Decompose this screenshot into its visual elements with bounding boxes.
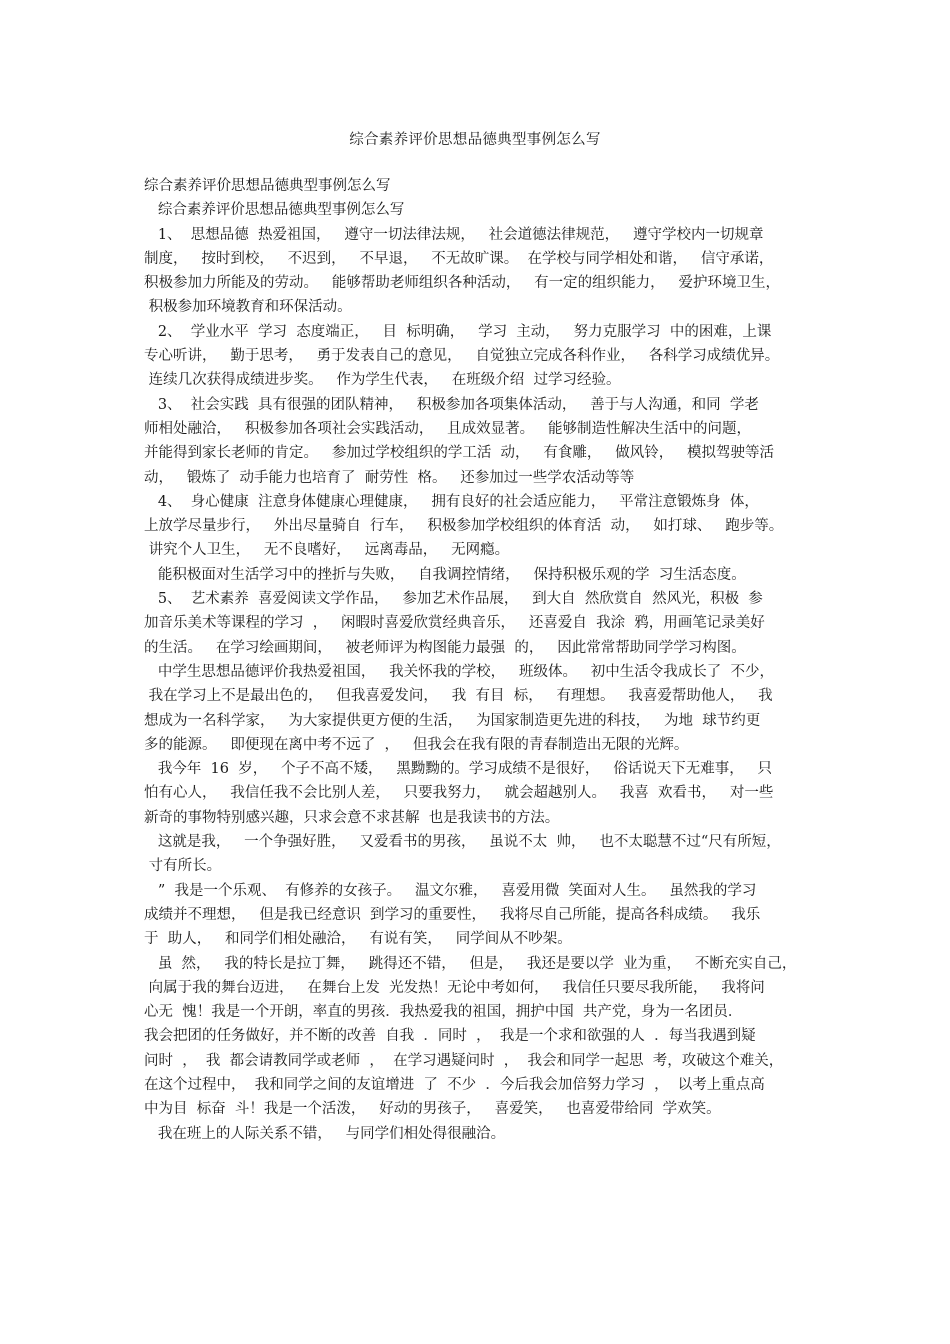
text-line: 中为目 标奋 斗！我是一个活泼， 好动的男孩子， 喜爱笑， 也喜爱带给同 学欢笑。 — [144, 1101, 721, 1118]
text-line: 5、 艺术素养 喜爱阅读文学作品， 参加艺术作品展， 到大自 然欣赏自 然风光，积极 参 — [144, 591, 763, 608]
text-line: 1、 思想品德 热爱祖国， 遵守一切法律法规， 社会道德法律规范， 遵守学校内一切规章 — [144, 226, 764, 243]
text-line: 的生活。 在学习绘画期间， 被老师评为构图能力最强 的， 因此常常帮助同学学习构图。 — [144, 639, 746, 656]
text-line: 于 助人， 和同学们相处融洽， 有说有笑， 同学间从不吵架。 — [144, 931, 572, 948]
document-title: 综合素养评价思想品德典型事例怎么写 — [349, 132, 601, 148]
text-line: 新奇的事物特别感兴趣，只求会意不求甚解 也是我读书的方法。 — [144, 809, 560, 826]
text-line: 能积极面对生活学习中的挫折与失败， 自我调控情绪， 保持积极乐观的学 习生活态度。 — [144, 566, 746, 583]
text-line: 中学生思想品德评价我热爱祖国， 我关怀我的学校， 班级体。 初中生活令我成长了 不少， — [144, 663, 775, 680]
text-line: 虽 然， 我的特长是拉丁舞， 跳得还不错， 但是， 我还是要以学 业为重， 不断充实自己， — [144, 955, 797, 972]
text-line: 上放学尽量步行， 外出尽量骑自 行车， 积极参加学校组织的体育活 动， 如打球、 跑步等。 — [144, 518, 784, 535]
text-line: 制度， 按时到校， 不迟到， 不早退， 不无故旷课。 在学校与同学相处和谐， 信守承诺， — [144, 250, 774, 267]
text-line: 心无 愧！我是一个开朗，率直的男孩．我热爱我的祖国，拥护中国 共产党，身为一名团员． — [144, 1004, 743, 1021]
text-line: 成绩并不理想， 但是我已经意识 到学习的重要性， 我将尽自己所能，提高各科成绩。 我乐 — [144, 906, 761, 923]
text-line: 加音乐美术等课程的学习 ， 闲暇时喜爱欣赏经典音乐， 还喜爱自 我涂 鸦，用画笔记录美好 — [144, 615, 765, 632]
text-line: 向属于我的舞台迈进， 在舞台上发 光发热！无论中考如何， 我信任只要尽我所能， 我将问 — [144, 979, 765, 996]
text-line: 并能得到家长老师的肯定。 参加过学校组织的学工活 动， 有食雕， 做风铃， 模拟驾驶等活 — [144, 445, 775, 462]
text-line: 多的能源。 即便现在离中考不远了 ， 但我会在我有限的青春制造出无限的光辉。 — [144, 736, 689, 753]
text-line: 连续几次获得成绩进步奖。 作为学生代表， 在班级介绍 过学习经验。 — [144, 372, 621, 389]
text-line: 我会把团的任务做好，并不断的改善 自我 ．同时 ， 我是一个求和欲强的人 ．每当我遇到疑 — [144, 1028, 756, 1045]
text-line: ” 我是一个乐观、 有修养的女孩子。 温文尔雅， 喜爱用微 笑面对人生。 虽然我的学习 — [144, 882, 757, 899]
text-line: 3、 社会实践 具有很强的团队精神， 积极参加各项集体活动， 善于与人沟通，和同 学老 — [144, 396, 759, 413]
text-line: 寸有所长。 — [144, 858, 222, 875]
document-body — [144, 174, 824, 1146]
text-line: 问时 ， 我 都会请教同学或老师 ， 在学习遇疑问时 ， 我会和同学一起思 考，攻破这个难关， — [144, 1052, 784, 1069]
text-line: 4、 身心健康 注意身体健康心理健康， 拥有良好的社会适应能力， 平常注意锻炼身 体， — [144, 493, 759, 510]
text-line: 积极参加环境教育和环保活动。 — [144, 299, 352, 316]
text-line: 我今年 16 岁， 个子不高不矮， 黑黝黝的。学习成绩不是很好， 俗话说天下无难事， 只 — [144, 761, 773, 778]
text-line: 动， 锻炼了 动手能力也培育了 耐劳性 格。 还参加过一些学农活动等等 — [144, 469, 635, 486]
text-line: 综合素养评价思想品德典型事例怎么写 — [144, 178, 391, 194]
text-line: 想成为一名科学家， 为大家提供更方便的生活， 为国家制造更先进的科技， 为地 球节约更 — [144, 712, 761, 729]
text-line: 专心听讲， 勤于思考， 勇于发表自己的意见， 自觉独立完成各科作业， 各科学习成绩优异。 — [144, 348, 780, 365]
text-line: 在这个过程中， 我和同学之间的友谊增进 了 不少 ．今后我会加倍努力学习 ， 以考上重点高 — [144, 1076, 765, 1093]
text-line: 讲究个人卫生， 无不良嗜好， 远离毒品， 无网瘾。 — [144, 542, 510, 559]
text-line: 积极参加力所能及的劳动。 能够帮助老师组织各种活动， 有一定的组织能力， 爱护环境卫生， — [144, 275, 780, 292]
text-line: 我在班上的人际关系不错， 与同学们相处得很融洽。 — [144, 1125, 506, 1142]
text-line: 师相处融洽， 积极参加各项社会实践活动， 且成效显著。 能够制造性解决生活中的问题， — [144, 420, 751, 437]
text-line: 这就是我， 一个争强好胜， 又爱看书的男孩， 虽说不太 帅， 也不太聪慧不过“尺有所短， — [144, 834, 781, 851]
text-line: 怕有心人， 我信任我不会比别人差， 只要我努力， 就会超越别人。 我喜 欢看书， 对一些 — [144, 785, 774, 802]
text-line: 我在学习上不是最出色的， 但我喜爱发问， 我 有目 标， 有理想。 我喜爱帮助他人， 我 — [144, 688, 773, 705]
text-line: 2、 学业水平 学习 态度端正， 目 标明确， 学习 主动， 努力克服学习 中的困难，上课 — [144, 323, 772, 340]
text-line: 综合素养评价思想品德典型事例怎么写 — [144, 202, 405, 219]
